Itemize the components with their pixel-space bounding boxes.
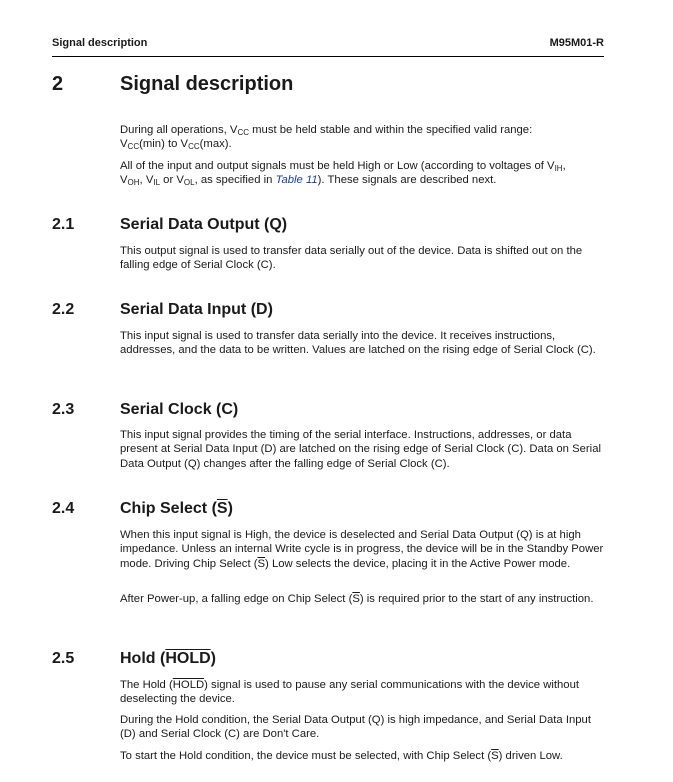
subsection-title-2-3: Serial Clock (C) (120, 401, 239, 418)
subsection-body-2-4-para-1: When this input signal is High, the device is deselected and Serial Data Output (Q) is at high impedance. Unless an internal Write cycle is in progress, the device will be in the Standby Power mode. Driving Chip Select $(\overline{S})$ Low selects the device, placing it in the Active Power mode. (120, 529, 604, 570)
page-header (52, 37, 604, 51)
subsection-body-2-4-para-2: After Power-up, a falling edge on Chip Select $(\overline{S})$ is required prior to the start of any instruction. (120, 593, 594, 605)
subsection-body-2-5-para-3: To start the Hold condition, the device must be selected, with Chip Select $(\overline{S})$ driven Low. (120, 750, 563, 762)
subsection-number-2-3: 2.3 (52, 401, 75, 418)
section-number: 2 (52, 73, 64, 95)
subsection-title-2-4: Chip Select $(\overline{S})$ (120, 500, 233, 517)
subsection-body-2-3: This input signal provides the timing of the serial interface. Instructions, addresses, or data present at Serial Data Input (D) are latched on the rising edge of Serial Clock (C). Data on Serial Data Output (Q) changes after the falling edge of Serial Clock (C). (120, 429, 601, 470)
header-section-name: Signal description (52, 37, 148, 49)
subsection-body-2-2: This input signal is used to transfer data serially into the device. It receives instructions, addresses, and the data to be written. Values are latched on the rising edge of Serial Clock (C). (120, 330, 596, 357)
subsection-number-2-2: 2.2 (52, 301, 75, 318)
intro-paragraph-1: During all operations, $V_{CC}$ must be held stable and within the specified valid range: $V_{CC}(\min)$ to $V_{CC}(\max)$. (120, 124, 533, 152)
subsection-title-2-2: Serial Data Input (D) (120, 301, 273, 318)
subsection-body-2-1: This output signal is used to transfer data serially out of the device. Data is shifted out on the falling edge of Serial Clock (C). (120, 245, 583, 272)
header-divider (52, 56, 604, 57)
intro-paragraph-2: All of the input and output signals must be held High or Low (according to voltages of $V_{IH}$, $V_{OH}$, $V_{IL}$ or $V_{OL}$, as specified in Table 11). These signals are described next. (120, 160, 566, 188)
table-11-link[interactable]: Table 11 (275, 174, 318, 187)
subsection-number-2-5: 2.5 (52, 650, 75, 667)
subsection-number-2-1: 2.1 (52, 216, 75, 233)
header-doc-id: M95M01-R (549, 37, 604, 49)
subsection-number-2-4: 2.4 (52, 500, 75, 517)
subsection-title-2-1: Serial Data Output (Q) (120, 216, 288, 233)
section-title: Signal description (120, 73, 294, 95)
subsection-body-2-5-para-2: During the Hold condition, the Serial Data Output (Q) is high impedance, and Serial Data Input (D) and Serial Clock (C) are Don't Care. (120, 714, 591, 741)
subsection-body-2-5-para-1: The Hold (HOLD) signal is used to pause any serial communications with the device without deselecting the device. (120, 679, 580, 706)
subsection-title-2-5: Hold (HOLD) (120, 650, 216, 667)
